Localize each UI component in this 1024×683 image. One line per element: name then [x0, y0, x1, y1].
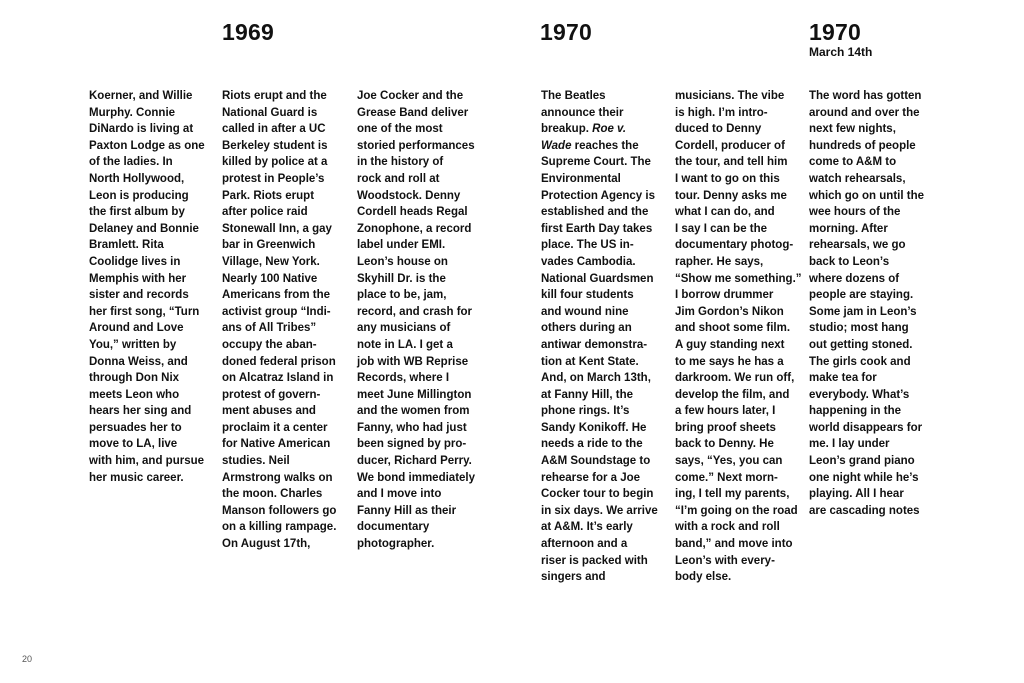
year-heading-1970-march: 1970	[809, 19, 861, 45]
text-line: Leon’s with every-	[675, 554, 775, 567]
text-line: her music career.	[89, 471, 184, 484]
text-line	[541, 121, 675, 138]
text-line: sister and records	[89, 289, 189, 302]
text-line-segment: breakup.	[541, 123, 593, 136]
text-line: Riots erupt and the	[222, 90, 327, 102]
text-line: her first song, “Turn	[89, 305, 200, 318]
text-line: North Hollywood,	[89, 172, 185, 185]
text-line: any musicians of	[357, 322, 451, 335]
text-line: riser is packed with	[541, 554, 648, 567]
text-line: DiNardo is living at	[89, 123, 194, 136]
text-line: in six days. We arrive	[541, 504, 658, 517]
text-line: Cordell, producer of	[675, 139, 785, 152]
text-line: around and over the	[809, 106, 920, 119]
text-line: established and the	[541, 206, 649, 219]
italic-case-name: Wade	[541, 139, 572, 152]
text-line: everybody. What’s	[809, 388, 910, 401]
text-line: others during an	[541, 322, 632, 335]
text-line: Village, New York.	[222, 255, 320, 268]
text-line: is high. I’m intro-	[675, 106, 768, 119]
text-line: playing. All I hear	[809, 488, 904, 501]
text-line: ing, I tell my parents,	[675, 488, 790, 501]
text-line: happening in the	[809, 405, 901, 418]
text-line: the tour, and tell him	[675, 156, 788, 169]
text-line: Joe Cocker and the	[357, 90, 464, 102]
text-line: phone rings. It’s	[541, 405, 630, 418]
text-line: record, and crash for	[357, 305, 473, 318]
text-line: darkroom. We run off,	[675, 372, 795, 385]
text-line: band,” and move into	[675, 538, 793, 551]
text-line: Fanny, who had just	[357, 421, 467, 434]
text-line: I borrow drummer	[675, 289, 774, 302]
text-line: place. The US in-	[541, 239, 634, 252]
text-line: through Don Nix	[89, 372, 180, 385]
text-column-2	[222, 88, 356, 553]
text-line: one night while he’s	[809, 471, 919, 484]
text-line: storied performances	[357, 139, 475, 152]
text-line: Delaney and Bonnie	[89, 222, 199, 235]
text-line: with a rock and roll	[675, 521, 780, 534]
text-line: Skyhill Dr. is the	[357, 272, 446, 285]
text-line: where dozens of	[809, 272, 900, 285]
text-line: protest in People’s	[222, 172, 325, 185]
text-line: Woodstock. Denny	[357, 189, 461, 202]
text-line: are cascading notes	[809, 504, 920, 517]
text-line: occupy the aban-	[222, 338, 317, 351]
text-line: Donna Weiss, and	[89, 355, 188, 368]
text-line: back to Leon’s	[809, 255, 890, 268]
text-line: kill four students	[541, 289, 634, 302]
text-line: Manson followers go	[222, 504, 337, 517]
text-line: one of the most	[357, 123, 443, 136]
text-line: says, “Yes, you can	[675, 455, 783, 468]
text-line: Leon’s house on	[357, 255, 448, 268]
text-line: rehearse for a Joe	[541, 471, 641, 484]
text-line: at Fanny Hill, the	[541, 388, 634, 401]
text-column-3	[357, 88, 491, 553]
text-line: ment abuses and	[222, 405, 316, 418]
text-line: Zonophone, a record	[357, 222, 472, 235]
text-line-segment: reaches the	[571, 139, 639, 152]
text-line: National Guardsmen	[541, 272, 654, 285]
text-line: Koerner, and Willie	[89, 90, 193, 102]
text-line: Environmental	[541, 172, 621, 185]
text-line: Stonewall Inn, a gay	[222, 222, 332, 235]
text-line: proclaim it a center	[222, 421, 328, 434]
text-line: killed by police at a	[222, 156, 328, 169]
text-line: Protection Agency is	[541, 189, 655, 202]
text-line: called in after a UC	[222, 123, 326, 136]
text-line: antiwar demonstra-	[541, 338, 648, 351]
text-line: move to LA, live	[89, 438, 178, 451]
text-line: “I’m going on the road	[675, 504, 798, 517]
text-line: ans of All Tribes”	[222, 322, 317, 335]
text-line: and wound nine	[541, 305, 629, 318]
text-line: Bramlett. Rita	[89, 239, 164, 252]
text-line	[541, 138, 675, 155]
text-line: people are staying.	[809, 289, 914, 302]
text-line: with him, and pursue	[89, 455, 205, 468]
text-line: rehearsals, we go	[809, 239, 906, 252]
text-line: make tea for	[809, 372, 877, 385]
text-line: ducer, Richard Perry.	[357, 455, 472, 468]
text-line: Paxton Lodge as one	[89, 139, 205, 152]
text-line: I want to go on this	[675, 172, 780, 185]
text-line: and shoot some film.	[675, 322, 791, 335]
text-line: The Beatles	[541, 90, 606, 102]
text-line: the first album by	[89, 206, 185, 219]
text-line: I say I can be the	[675, 222, 768, 235]
text-line: Jim Gordon’s Nikon	[675, 305, 784, 318]
text-line: A&M Soundstage to	[541, 455, 651, 468]
text-line: A guy standing next	[675, 338, 785, 351]
text-line: at A&M. It’s early	[541, 521, 633, 534]
text-line: job with WB Reprise	[357, 355, 469, 368]
text-line: come.” Next morn-	[675, 471, 778, 484]
year-heading-1969: 1969	[222, 19, 274, 45]
text-line: which go on until the	[809, 189, 924, 202]
text-line: Cocker tour to begin	[541, 488, 654, 501]
text-line: Some jam in Leon’s	[809, 305, 917, 318]
text-line: develop the film, and	[675, 388, 790, 401]
text-line: place to be, jam,	[357, 289, 447, 302]
text-line: Fanny Hill as their	[357, 504, 457, 517]
text-line: On August 17th,	[222, 538, 311, 551]
text-line: hundreds of people	[809, 139, 916, 152]
text-line: Cordell heads Regal	[357, 206, 468, 219]
text-line: singers and	[541, 571, 606, 584]
text-line: wee hours of the	[809, 206, 901, 219]
text-line: a few hours later, I	[675, 405, 776, 418]
date-subheading: March 14th	[809, 45, 873, 59]
text-line: on a killing rampage.	[222, 521, 337, 534]
text-line: what I can do, and	[675, 206, 775, 219]
text-line: announce their	[541, 106, 624, 119]
text-line: next few nights,	[809, 123, 896, 136]
text-column-6	[809, 88, 943, 519]
text-line: Memphis with her	[89, 272, 187, 285]
text-line: Berkeley student is	[222, 139, 328, 152]
text-line: studio; most hang	[809, 322, 909, 335]
text-line: come to A&M to	[809, 156, 897, 169]
text-line: Records, where I	[357, 372, 450, 385]
text-line: note in LA. I get a	[357, 338, 453, 351]
text-column-5	[675, 88, 809, 586]
text-line: Armstrong walks on	[222, 471, 333, 484]
text-line: tion at Kent State.	[541, 355, 639, 368]
text-line: Leon is producing	[89, 189, 189, 202]
text-line: back to Denny. He	[675, 438, 774, 451]
text-line: We bond immediately	[357, 471, 476, 484]
text-line: Coolidge lives in	[89, 255, 181, 268]
text-line: in the history of	[357, 156, 444, 169]
text-line: “Show me something.”	[675, 272, 802, 285]
text-line: The word has gotten	[809, 90, 922, 102]
text-line: afternoon and a	[541, 538, 628, 551]
text-line: Murphy. Connie	[89, 106, 176, 119]
text-line: duced to Denny	[675, 123, 762, 136]
text-line: persuades her to	[89, 421, 182, 434]
text-line: morning. After	[809, 222, 888, 235]
text-line: first Earth Day takes	[541, 222, 653, 235]
text-line: tour. Denny asks me	[675, 189, 787, 202]
text-line: Around and Love	[89, 322, 184, 335]
text-line: on Alcatraz Island in	[222, 372, 334, 385]
text-line: rock and roll at	[357, 172, 440, 185]
text-line: Supreme Court. The	[541, 156, 651, 169]
text-line: documentary	[357, 521, 430, 534]
text-line: Sandy Konikoff. He	[541, 421, 647, 434]
text-line: the moon. Charles	[222, 488, 323, 501]
text-line: Grease Band deliver	[357, 106, 469, 119]
text-line: been signed by pro-	[357, 438, 467, 451]
text-line: Leon’s grand piano	[809, 455, 915, 468]
text-line: me. I lay under	[809, 438, 890, 451]
text-line: Nearly 100 Native	[222, 272, 318, 285]
text-line: photographer.	[357, 538, 435, 551]
text-line: world disappears for	[809, 421, 923, 434]
text-line: National Guard is	[222, 106, 318, 119]
text-line: doned federal prison	[222, 355, 336, 368]
text-column-4	[541, 88, 675, 586]
text-line: protest of govern-	[222, 388, 321, 401]
text-line: and the women from	[357, 405, 470, 418]
text-line: for Native American	[222, 438, 331, 451]
text-line: musicians. The vibe	[675, 90, 785, 102]
text-line: label under EMI.	[357, 239, 446, 252]
text-line: and I move into	[357, 488, 442, 501]
text-line: after police raid	[222, 206, 308, 219]
text-line: out getting stoned.	[809, 338, 913, 351]
text-line: bar in Greenwich	[222, 239, 316, 252]
text-line: hears her sing and	[89, 405, 192, 418]
text-line: You,” written by	[89, 338, 177, 351]
text-line: needs a ride to the	[541, 438, 643, 451]
italic-case-name: Roe v.	[592, 123, 627, 136]
text-line: Park. Riots erupt	[222, 189, 315, 202]
text-line: rapher. He says,	[675, 255, 764, 268]
text-column-1	[89, 88, 223, 486]
text-line: documentary photog-	[675, 239, 794, 252]
text-line: The girls cook and	[809, 355, 911, 368]
text-line: And, on March 13th,	[541, 372, 651, 385]
text-line: studies. Neil	[222, 455, 290, 468]
text-line: watch rehearsals,	[809, 172, 906, 185]
text-line: to me says he has a	[675, 355, 784, 368]
text-line: Americans from the	[222, 289, 331, 302]
text-line: body else.	[675, 571, 732, 584]
text-line: bring proof sheets	[675, 421, 776, 434]
text-line: meet June Millington	[357, 388, 472, 401]
text-line: of the ladies. In	[89, 156, 173, 169]
text-line: activist group “Indi-	[222, 305, 331, 318]
page-number: 20	[22, 654, 33, 664]
text-line: vades Cambodia.	[541, 255, 636, 268]
year-heading-1970: 1970	[540, 19, 592, 45]
text-line: meets Leon who	[89, 388, 180, 401]
